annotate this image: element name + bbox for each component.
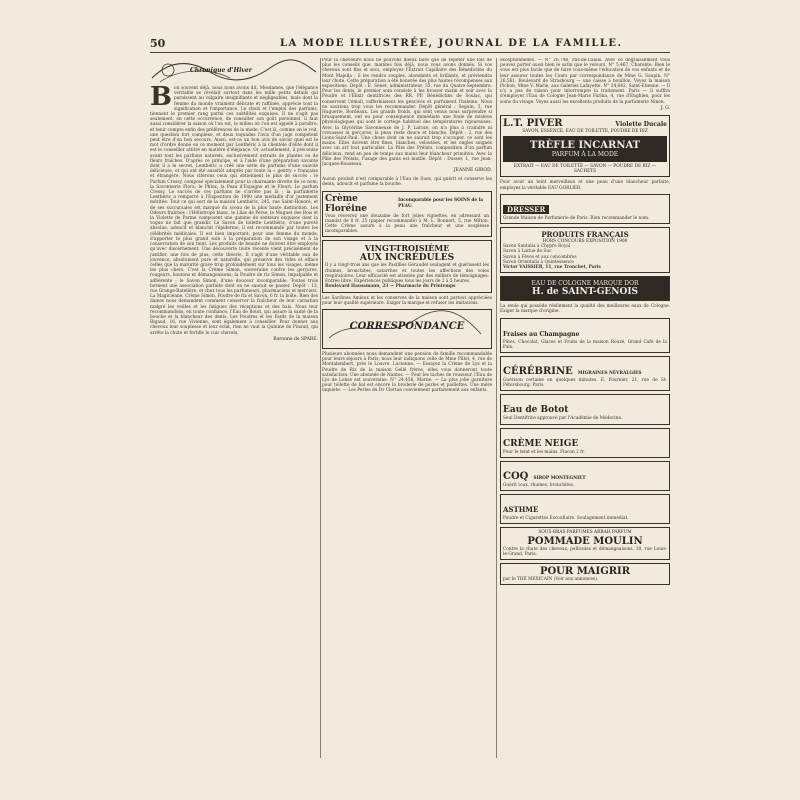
correspondance-title: CORRESPONDANCE — [349, 320, 465, 332]
coq-name: COQ — [503, 470, 529, 482]
ad-fraises — [500, 318, 670, 353]
fraises-text: Pâtes, Chocolat, Glaces et Fruits de la maison Rouzé, Grand Café de la Paix. — [503, 339, 667, 350]
coq-text: Guérit toux, rhumes, bronchites. — [503, 482, 575, 488]
asthme-name: ASTHME — [503, 505, 539, 515]
correspondance-banner — [322, 309, 492, 349]
piver-text: Pour avoir un teint merveilleux et une peau d'une blancheur parfaite, employez la véritable EAU GORLIER. — [500, 180, 670, 191]
ad-vingt-text: Il y a vingt-trois ans que les Pastilles Géraudel soulagent et guérissent les rhumes, bronchites, catarrhes et toutes les affections des voies respiratoires. Leur efficacité est attestée par des milliers de témoignages. Entrée libre. Expériences publiques tous les jours de 2 à 5 heures. — [325, 263, 489, 285]
pommade-small: SOUS-BRAS PARFUMES ARRAH PARFUM — [538, 530, 632, 536]
produits-title: PRODUITS FRANÇAIS — [541, 230, 629, 240]
replies-text: exceptionnelles. — N° 26,748, Pas-de-Calais. Avec ce dégraissement vous pouvez porter aussi bien le satin que le velours. N° 5,467, Charente. Bien le vous est plus facile que de faire vous-même l'éducation de vos enfants et de leur assurer toutes les Cours par correspondance de Mme G. Saupin. N° 26,561, Boulevard de Strasbourg — une caisse à bouillon. Voyez la maison Pichon, Mme V. Marie, aux Galeries Lafayette. N° 24,642, Saint-Etienne. — Il n'y a pas de raison pour interrompre la traitement. Paris — il suffira d'employer l'Eau de Cologne Jean-Marie Farina, 4, rue d'Enghien, pour les soins du visage. Voyez aussi les excellents produits de la parfumerie Ninon. — [500, 58, 670, 105]
produits-subtitle: HORS CONCOURS EXPOSITION 1900 — [542, 239, 628, 245]
chronique-body: on souvent déjà, nous nous avons dit, Mesdames, que l'élégance véritable se révélait surtout dans les mille petits détails qui paraissent au vulgaire insignifiants et négligeables, mais dont la femme du monde vraiment délicate et raffinée, apprécie tout la signification et l'importance. Le choix et l'emploi des parfums, tiennent le premier rang parmi ces subtilités exquises. Il ne s'agit pas seulement, en cette occurrence, de consulter son goût personnel, il faut aussi considérer la saison où l'on est, le milieu où l'on est appelé à paraître, et tenir compte enfin des préférences de la mode. C'est là, comme on le voit, une question fort complexe, et deux toquades l'avis d'un juge compétent peut être d'un bon secours. Aussi, est-ce un bon avis de savoir quel est le mot d'ordre donné en ce moment par Lenthéric à la clientèle d'élite dont il est le conseiller attitré en matière d'élégance. Or, actuellement, il préconise avant tout les parfums naturels, exclusivement extraits de plantes ou de fleurs fraîches. D'après ce principe, et à l'aide d'une préparation savante dont il a le secret, Lenthéric a créé une série de parfums d'une suavité délicieuse, et qui ont été aussitôt adoptés par toute la « gentry » française et étrangère. Nous citerons ceux qui obtiennent le plus de succès : le Parfum Cressy, composé spécialement pour la charmante divette de ce nom; la Savonnerie Flora; le Phlox; la Peau d'Espagne et le Fleuri. Le parfum Cressy. Le succès de ces parfums ne s'arrête pas là ; la parfumerie Lenthéric a remporté à l'Exposition de 1900 une médaille d'or justement méritée. Tout ce qui sort de la maison Lenthéric, 245, rue Saint-Honoré, et de ses succursales est marqué du sceau de la plus haute distinction. Les Odeurs fraîches : l'Héliotrope blanc, le Lilas de Perse, le Muguet des Bois et la Violette de Parme composent une gamme de senteurs exquises dont la vogue ne fait que grandir. Le Savon de toilette Lenthéric, d'une pureté absolue, adoucit et blanchit l'épiderme, il est recommandé par toutes les célébrités médicales. Il est bien important, pour une femme du monde, d'apporter le plus grand soin à la préparation de son visage et à la conservation de son teint. Les produits de beauté ne doivent être employés qu'avec discernement. Une découverte toute récente vient précisément de justifier, une fois de plus, cette théorie. Il s'agit d'une véritable eau de jouvence, absolument pure et naturelle, qui préserve des rides et efface celles que la maturité grave trop profondément sur tous les visages, même les plus chers. C'est la Crème Simon, souveraine contre les gerçures, rougeurs, boutons et démangeaisons; la Poudre de riz Simon, impalpable et adhérente ; le Savon Simon, d'une douceur incomparable. Toutes trois forment une association parfaite dont on ne saurait se passer. Dépôt : 13, rue Grange-Batelière, et chez tous les parfumeurs, pharmaciens et merciers. La Magicienne, Crème Simon, Poudre de riz et Savon, 6 fr. la boîte. Bien des dames nous demandent comment conserver la fraîcheur de leur carnation malgré les veilles et les fatigues des réceptions et des bals. Nous leur recommandons, en toute confiance, l'Eau de Botot, qui assure la santé de la bouche et la blancheur des dents. Les Poudres et les Fards de la maison Rigaud, 16, rue Vivienne, sont également à conseiller. Pour donner aux cheveux leur souplesse et leur éclat, rien ne vaut la Quinine de Pinaud, qui arrête la chute et fortifie le cuir chevelu. — [150, 86, 318, 336]
cologne-text: La seule qui possède réellement la qualité des meilleures eaux de Cologne. Exiger la marque d'origine. — [500, 304, 670, 315]
creme-neige-name: CRÈME NEIGE — [503, 438, 579, 449]
cerebrine-name: CÉRÉBRINE — [503, 366, 573, 378]
ad-produits-francais — [500, 227, 670, 273]
ad-asthme — [500, 494, 670, 524]
chronique-vignette — [150, 58, 318, 84]
notice-text: Aucun produit n'est comparable à l'Eau de Suez, qui guérit et conserve les dents, adoucit et parfume la bouche. — [322, 177, 492, 188]
column-middle — [322, 58, 492, 758]
ad-botot — [500, 394, 670, 424]
maigrir-name: POUR MAIGRIR — [539, 565, 631, 577]
ad-vingt-line1: VINGT-TROISIÈME — [364, 243, 450, 254]
column-divider — [496, 58, 497, 758]
piver-brand: L.T. PIVER — [503, 117, 563, 129]
creme-neige-text: Pour le teint et les mains. Flacon 2 fr. — [503, 449, 585, 455]
ad-cerebrine — [500, 356, 670, 391]
ad-vingt-troisieme — [322, 240, 492, 292]
dresser-text: Grande Maison de Parfumerie de Paris. Bien recommander le nom. — [503, 215, 650, 221]
cologne-line2: H. de SAINT-GENOIS — [531, 287, 639, 298]
ad-coq — [500, 461, 670, 491]
page-header — [150, 37, 670, 51]
produits-line: Savon à Fèves et aux concombres — [503, 254, 577, 260]
column-ads — [500, 58, 670, 758]
ad-dresser — [500, 194, 670, 224]
produits-line: Savon à Laitue de Suc — [503, 249, 552, 255]
cologne-line1: EAU DE COLOGNE MARQUE DOR — [531, 280, 639, 288]
header-rule — [150, 52, 670, 53]
middle-signature: JEANNE GIROD. — [453, 168, 492, 174]
piver-sub: SAVON, ESSENCE, EAU DE TOILETTE, POUDRE DE RIZ — [522, 128, 648, 134]
page-number: 50 — [150, 37, 166, 50]
piver-box — [503, 136, 667, 162]
chronique-signature: Baronne de SPARE. — [273, 336, 318, 342]
ad-vingt-address: Boulevard Haussmann, 23 — Pharmacie du Printemps — [325, 284, 456, 290]
ad-text2: Les Sardines Amieux et les conserves de la maison sont partout appréciées pour leur qualité supérieure. Exiger la marque et refuser les imitations. — [322, 295, 492, 306]
cerebrine-text: Guérison certaine en quelques minutes. E. Fournier, 21, rue de St-Pétersbourg, Paris. — [503, 378, 667, 389]
ad-creme-tagline: Incomparable pour les SOINS de la PEAU. — [398, 198, 484, 209]
ad-creme-name: Crème Floréine — [325, 193, 367, 214]
column-divider — [320, 58, 321, 758]
chronique-title: Chronique d'Hiver — [190, 67, 252, 74]
piver-bottom: EXTRAIT — EAU DE TOILETTE — SAVON — POUDRE DE RIZ — SACHETS — [513, 164, 657, 175]
column-chronique — [150, 58, 318, 758]
ad-vingt-line2: AUX INCRÉDULES — [359, 253, 455, 264]
ad-piver — [500, 115, 670, 178]
coq-sub: SIROP MONTEGNIET — [533, 475, 586, 481]
ad-eau-de-cologne — [500, 276, 670, 301]
botot-name: Eau de Botot — [503, 405, 569, 416]
fraises-title: Fraises au Champagne — [503, 330, 580, 338]
correspondance-text: Plusieurs abonnées nous demandent une pension de famille recommandable pour leurs séjours à Paris; nous leur indiquons celle de Mme Pillot, 4, rue de Montalembert, près le Louvre. Lucienne. — Essayez la Crème de Lys et la Poudre de Riz de la maison Gellé frères, elles vous donneront toute satisfaction. Une abonnée de Nantes. — Pour les taches de rousseur, l'Eau de Lys de Lohse est souveraine. N° 24,456, Marne. — La plus jolie garniture pour toilette de bal est encore la broderie de perles et paillettes. Une mère inquiète. — Les Perles du Dr Clertan conviennent parfaitement aux enfants. — [322, 351, 492, 394]
produits-line: Savon Santalia à Chypre Royal — [503, 244, 571, 250]
asthme-text: Poudre et Cigarettes Escouflaire. Soulagement immédiat. — [503, 516, 629, 522]
replies-signature: J. G. — [660, 105, 670, 111]
piver-product: Violette Ducale — [615, 120, 667, 128]
dresser-name: DRESSER — [503, 205, 549, 214]
piver-box-sub: PARFUM À LA MODE — [551, 151, 619, 159]
ad-pommade-moulin — [500, 527, 670, 560]
cerebrine-line: MIGRAINES NÉVRALGIES — [577, 371, 642, 377]
ad-creme-neige — [500, 428, 670, 458]
maigrir-text: par le THÉ MEXICAIN (Voir aux annonces). — [503, 576, 599, 582]
piver-box-title: TRÈFLE INCARNAT — [529, 140, 641, 152]
chronique-text — [150, 82, 318, 336]
pommade-text: Contre la chute des cheveux, pellicules et démangeaisons. 30, rue Louis-le-Grand, Paris. — [503, 546, 667, 557]
ad-pour-maigrir — [500, 563, 670, 585]
produits-footer: Victor VAISSIER, 11, rue Tronchet, Paris — [503, 265, 601, 271]
drop-cap: B — [150, 82, 172, 112]
running-title: LA MODE ILLUSTRÉE, JOURNAL DE LA FAMILLE. — [280, 38, 623, 49]
botot-text: Seul Dentifrice approuvé par l'Académie de Médecine. — [503, 416, 623, 422]
ad-creme-text: Vous recevrez une douzaine de fort jolies vignettes, en adressant un mandat de 0 fr. 25 (papier recommandé) à M. L. Bonnert, 5, rue Milton. Cette Crème assure à la peau une fraîcheur et une souplesse incomparables. — [325, 213, 489, 235]
middle-text: Pour la chevelure nous ne pouvons mieux faire que de répéter une fois de plus les conseils que, maintes fois déjà, nous vous avons donnés. Si vos cheveux sont fins et secs, employez l'Extrait Capillaire des Bénédictins du Mont Majella ; il les rendra souples, abondants et brillants, et préviendra leur chute. Cette préparation a été honorée des plus hautes récompenses aux expositions. Dépôt : E. Senet, administrateur, 35, rue du Quatre-Septembre. Pour les dents, le premier soin consiste à les brosser matin et soir avec la Poudre et l'Élixir dentifrices des RR. PP. Bénédictins de Soulac, qui conservent l'émail, raffermissent les gencives et parfument l'haleine. Nous ne saurions trop vous les recommander. Dépôt général : Seguin, 3, rue Huguerie, Bordeaux. Les grands froids, qui sont venus nous surprendre si brusquement, ont eu pour conséquence immédiate une foule de misères physiologiques qui sont le cortège habituel des températures rigoureuses. Avec la Glycérine Savonneuse de J. P. Laroze, on n'a plus à craindre ni crevasses ni gerçures; la peau reste douce et blanche. Dépôt : 2, rue des Lions-Saint-Paul. Une chose dont on ne saurait trop s'occuper, ce sont les mains. Elles doivent être fines, blanches, veloutées, et les ongles soignés avec un art tout particulier. La Pâte des Prélats, composition d'un parfum délicieux, rend en peu de temps aux mains leur blancheur primitive. Avec la Pâte des Prélats, l'usage des gants est inutile. Dépôt : Dusser, 1, rue Jean-Jacques-Rousseau. — [322, 58, 492, 168]
produits-line: Savon Orientalis à Quintessence — [503, 259, 574, 265]
pommade-name: POMMADE MOULIN — [527, 535, 643, 547]
ad-creme-floreine — [322, 191, 492, 238]
